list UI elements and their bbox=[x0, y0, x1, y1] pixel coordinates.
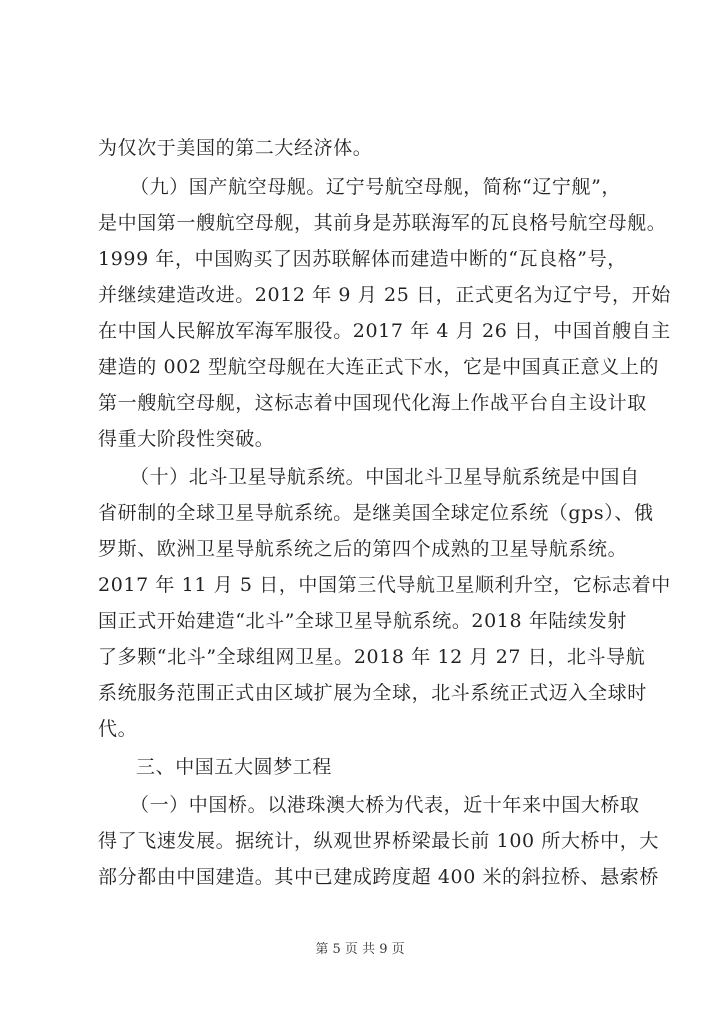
text-line: 罗斯、欧洲卫星导航系统之后的第四个成熟的卫星导航系统。 bbox=[98, 538, 628, 560]
section-heading: 三、中国五大圆梦工程 bbox=[136, 756, 333, 778]
page-number-footer: 第 5 页 共 9 页 bbox=[315, 942, 405, 957]
text-line: 2017 年 11 月 5 日，中国第三代导航卫星顺利升空，它标志着中 bbox=[98, 574, 671, 596]
text-line: 得重大阶段性突破。 bbox=[98, 428, 275, 450]
text-line: 了多颗“北斗”全球组网卫星。2018 年 12 月 27 日，北斗导航 bbox=[98, 646, 646, 668]
text-line: 在中国人民解放军海军服役。2017 年 4 月 26 日，中国首艘自主 bbox=[98, 320, 671, 342]
text-line: （十）北斗卫星导航系统。中国北斗卫星导航系统是中国自 bbox=[130, 466, 640, 488]
text-line: 是中国第一艘航空母舰，其前身是苏联海军的瓦良格号航空母舰。 bbox=[98, 212, 667, 234]
text-line: 得了飞速发展。据统计，纵观世界桥梁最长前 100 所大桥中，大 bbox=[98, 830, 659, 852]
text-line: 国正式开始建造“北斗”全球卫星导航系统。2018 年陆续发射 bbox=[98, 610, 627, 632]
text-line: 第一艘航空母舰，这标志着中国现代化海上作战平台自主设计取 bbox=[98, 392, 647, 414]
text-line: 系统服务范围正式由区域扩展为全球，北斗系统正式迈入全球时 bbox=[98, 682, 647, 704]
text-line: 1999 年，中国购买了因苏联解体而建造中断的“瓦良格”号， bbox=[98, 248, 627, 270]
text-line: 省研制的全球卫星导航系统。是继美国全球定位系统（gps）、俄 bbox=[98, 502, 654, 524]
text-line: 代。 bbox=[98, 718, 138, 740]
text-line: 为仅次于美国的第二大经济体。 bbox=[98, 137, 373, 159]
text-line: （一）中国桥。以港珠澳大桥为代表，近十年来中国大桥取 bbox=[130, 794, 640, 816]
text-line: 并继续建造改进。2012 年 9 月 25 日，正式更名为辽宁号，开始 bbox=[98, 284, 671, 306]
text-line: 建造的 002 型航空母舰在大连正式下水，它是中国真正意义上的 bbox=[98, 356, 659, 378]
text-line: （九）国产航空母舰。辽宁号航空母舰，简称“辽宁舰”， bbox=[130, 176, 622, 198]
text-line: 部分都由中国建造。其中已建成跨度超 400 米的斜拉桥、悬索桥 bbox=[98, 866, 659, 888]
